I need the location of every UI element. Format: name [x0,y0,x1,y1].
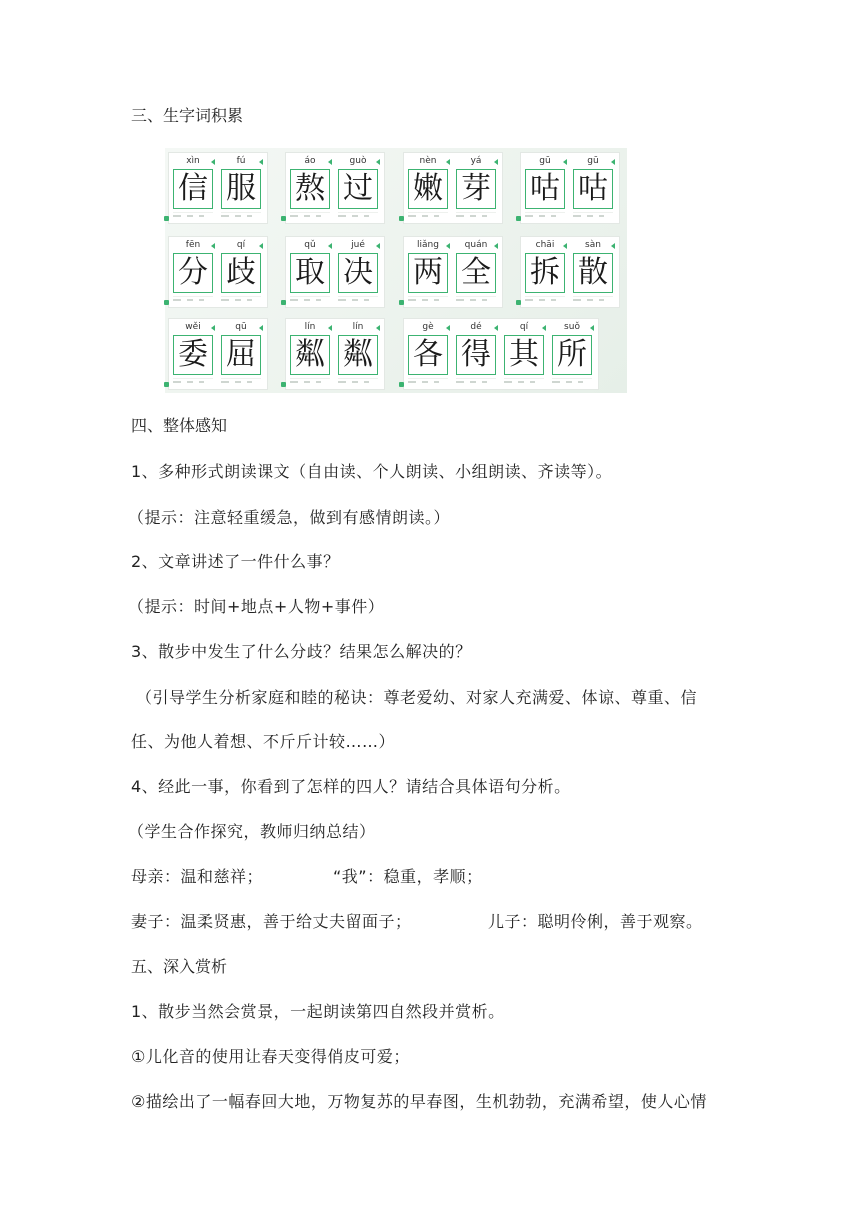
audio-play-icon[interactable] [328,159,332,165]
card-footer-lines [338,378,378,387]
hint-2: （提示：时间+地点+人物+事件） [128,597,385,616]
vocab-char-cell [404,237,452,307]
hanzi-character: 咕 [578,171,608,206]
me-trait: “我”：稳重，孝顺； [333,867,483,886]
card-footer-lines [221,378,261,387]
vocab-char-cell [569,237,617,307]
vocab-card [520,236,620,308]
audio-play-icon[interactable] [211,159,215,165]
analysis-point-1: ①儿化音的使用让春天变得俏皮可爱； [131,1047,410,1066]
card-footer-lines [338,212,378,221]
card-footer-lines [338,296,378,305]
card-footer-lines [290,378,330,387]
audio-play-icon[interactable] [446,243,450,249]
vocab-char-cell [334,319,382,389]
vocab-char-cell [217,319,265,389]
pinyin-label: suǒ [564,322,580,332]
card-footer-lines [173,296,213,305]
vocab-char-cell [217,237,265,307]
audio-play-icon[interactable] [611,159,615,165]
audio-play-icon[interactable] [376,325,380,331]
vocab-char-cell [404,319,452,389]
tianzige-grid [456,335,496,375]
audio-play-icon[interactable] [376,243,380,249]
tianzige-grid [221,335,261,375]
card-footer-lines [290,296,330,305]
tianzige-grid [338,169,378,209]
audio-play-icon[interactable] [259,159,263,165]
vocab-char-cell [169,319,217,389]
hanzi-character: 熬 [295,171,325,206]
tianzige-grid [573,169,613,209]
tianzige-grid [504,335,544,375]
pinyin-label: áo [304,156,316,166]
card-footer-lines [456,212,496,221]
pinyin-label: gè [422,322,434,332]
audio-play-icon[interactable] [328,243,332,249]
vocab-card [403,318,599,390]
card-footer-lines [408,296,448,305]
card-footer-lines [173,378,213,387]
tianzige-grid [290,169,330,209]
hanzi-character: 各 [413,337,443,372]
section-title-vocab: 三、生字词积累 [131,106,244,125]
vocab-card [285,152,385,224]
audio-play-icon[interactable] [446,159,450,165]
pinyin-label: wěi [185,322,201,332]
speaker-icon[interactable] [164,382,169,387]
card-footer-lines [408,212,448,221]
vocab-char-cell [548,319,596,389]
tianzige-grid [173,253,213,293]
vocab-char-cell [452,153,500,223]
hanzi-character: 全 [461,255,491,290]
tianzige-grid [173,335,213,375]
hanzi-character: 两 [413,255,443,290]
vocab-char-cell [286,153,334,223]
audio-play-icon[interactable] [211,243,215,249]
tianzige-grid [173,169,213,209]
pinyin-label: lín [304,322,316,332]
guide-3-line1: （引导学生分析家庭和睦的秘诀：尊老爱幼、对家人充满爱、体谅、尊重、信 [136,688,698,707]
tianzige-grid [290,253,330,293]
pinyin-label: quán [464,240,488,250]
tianzige-grid [408,169,448,209]
hanzi-character: 咕 [530,171,560,206]
hanzi-character: 分 [178,255,208,290]
pinyin-label: lín [352,322,364,332]
question-4: 4、经此一事，你看到了怎样的四人？请结合具体语句分析。 [131,777,571,796]
vocab-card [403,152,503,224]
hanzi-character: 得 [461,337,491,372]
pinyin-label: fú [236,156,246,166]
card-footer-lines [456,378,496,387]
card-footer-lines [456,296,496,305]
card-footer-lines [525,212,565,221]
vocab-card [520,152,620,224]
pinyin-label: sàn [585,240,601,250]
audio-play-icon[interactable] [590,325,594,331]
card-footer-lines [573,212,613,221]
section-title-overall: 四、整体感知 [131,416,228,435]
vocab-char-cell [286,319,334,389]
card-footer-lines [504,378,544,387]
card-footer-lines [221,212,261,221]
vocab-card [285,236,385,308]
speaker-icon[interactable] [399,300,404,305]
vocab-char-cell [334,153,382,223]
speaker-icon[interactable] [516,300,521,305]
analysis-1: 1、散步当然会赏景，一起朗读第四自然段并赏析。 [131,1002,505,1021]
tianzige-grid [552,335,592,375]
vocab-char-cell [452,237,500,307]
hint-4: （学生合作探究，教师归纳总结） [128,822,376,841]
speaker-icon[interactable] [399,216,404,221]
vocab-char-cell [452,319,500,389]
pinyin-label: jué [351,240,365,250]
hanzi-character: 取 [295,255,325,290]
speaker-icon[interactable] [281,300,286,305]
card-footer-lines [408,378,448,387]
tianzige-grid [338,253,378,293]
mother-trait: 母亲：温和慈祥； [131,867,264,886]
vocab-char-cell [500,319,548,389]
tianzige-grid [408,335,448,375]
tianzige-grid [573,253,613,293]
audio-play-icon[interactable] [211,325,215,331]
pinyin-label: dé [470,322,482,332]
speaker-icon[interactable] [399,382,404,387]
hanzi-character: 决 [343,255,373,290]
tianzige-grid [408,253,448,293]
hanzi-character: 嫩 [413,171,443,206]
question-2: 2、文章讲述了一件什么事？ [131,552,340,571]
hanzi-character: 粼 [343,337,373,372]
audio-play-icon[interactable] [611,243,615,249]
analysis-point-2: ②描绘出了一幅春回大地，万物复苏的早春图，生机勃勃，充满希望，使人心情 [131,1092,707,1111]
vocab-char-cell [334,237,382,307]
audio-play-icon[interactable] [376,159,380,165]
audio-play-icon[interactable] [494,159,498,165]
speaker-icon[interactable] [516,216,521,221]
audio-play-icon[interactable] [494,325,498,331]
hanzi-character: 委 [178,337,208,372]
card-footer-lines [290,212,330,221]
pinyin-label: gū [539,156,551,166]
pinyin-label: qū [235,322,247,332]
vocab-char-cell [286,237,334,307]
audio-play-icon[interactable] [259,325,263,331]
card-footer-lines [573,296,613,305]
tianzige-grid [221,169,261,209]
audio-play-icon[interactable] [494,243,498,249]
question-1: 1、多种形式朗读课文（自由读、个人朗读、小组朗读、齐读等）。 [131,462,613,481]
hint-1: （提示：注意轻重缓急，做到有感情朗读。） [128,508,451,527]
speaker-icon[interactable] [164,216,169,221]
audio-play-icon[interactable] [563,159,567,165]
pinyin-label: xìn [186,156,200,166]
hanzi-character: 拆 [530,255,560,290]
card-footer-lines [552,378,592,387]
son-trait: 儿子：聪明伶俐，善于观察。 [488,912,703,931]
question-3: 3、散步中发生了什么分歧？结果怎么解决的？ [131,642,472,661]
pinyin-label: gū [587,156,599,166]
pinyin-label: yá [470,156,482,166]
guide-3-line2: 任、为他人着想、不斤斤计较……） [131,732,396,751]
vocab-card [168,236,268,308]
audio-play-icon[interactable] [542,325,546,331]
tianzige-grid [221,253,261,293]
tianzige-grid [525,253,565,293]
vocab-card [285,318,385,390]
vocab-card [168,152,268,224]
hanzi-character: 屈 [226,337,256,372]
hanzi-character: 过 [343,171,373,206]
vocab-char-cell [521,237,569,307]
tianzige-grid [525,169,565,209]
pinyin-label: liǎng [417,240,439,250]
pinyin-label: qí [236,240,246,250]
vocab-char-cell [169,153,217,223]
pinyin-label: chāi [535,240,555,250]
audio-play-icon[interactable] [328,325,332,331]
tianzige-grid [338,335,378,375]
hanzi-character: 服 [226,171,256,206]
vocab-card [403,236,503,308]
hanzi-character: 信 [178,171,208,206]
hanzi-character: 散 [578,255,608,290]
speaker-icon[interactable] [281,216,286,221]
hanzi-character: 所 [557,337,587,372]
pinyin-label: guò [349,156,367,166]
pinyin-label: qǔ [304,240,316,250]
vocab-char-cell [521,153,569,223]
card-footer-lines [221,296,261,305]
vocab-char-cell [569,153,617,223]
hanzi-character: 歧 [226,255,256,290]
section-title-analysis: 五、深入赏析 [131,957,228,976]
vocab-card [168,318,268,390]
vocab-image [165,148,627,393]
tianzige-grid [456,169,496,209]
tianzige-grid [290,335,330,375]
pinyin-label: qí [519,322,529,332]
card-footer-lines [173,212,213,221]
wife-trait: 妻子：温柔贤惠，善于给丈夫留面子； [131,912,412,931]
vocab-char-cell [404,153,452,223]
hanzi-character: 芽 [461,171,491,206]
audio-play-icon[interactable] [563,243,567,249]
hanzi-character: 粼 [295,337,325,372]
pinyin-label: nèn [419,156,437,166]
speaker-icon[interactable] [281,382,286,387]
audio-play-icon[interactable] [259,243,263,249]
audio-play-icon[interactable] [446,325,450,331]
card-footer-lines [525,296,565,305]
speaker-icon[interactable] [164,300,169,305]
vocab-char-cell [169,237,217,307]
tianzige-grid [456,253,496,293]
pinyin-label: fēn [185,240,201,250]
vocab-char-cell [217,153,265,223]
hanzi-character: 其 [509,337,539,372]
